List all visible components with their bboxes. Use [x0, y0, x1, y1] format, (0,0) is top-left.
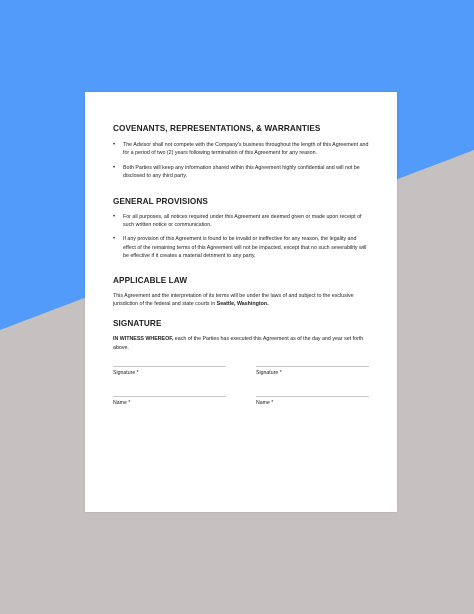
general-provisions-item-1: • For all purposes, all notices required under this Agreement are deemed given or made upon receipt of such written notice or communication. [113, 213, 369, 230]
signature-row [113, 366, 369, 407]
document-page [85, 92, 397, 512]
covenants-item-2: • Both Parties will keep any information shared within this Agreement highly confidential and will not be disclosed to any third party. [113, 164, 369, 181]
signature-block-right [256, 366, 369, 407]
signature-heading: SIGNATURE [113, 319, 162, 329]
applicable-law-heading: APPLICABLE LAW [113, 275, 188, 285]
document-content [113, 124, 369, 407]
signature-line-right[interactable] [256, 366, 369, 367]
applicable-law-location: Seattle, Washington. [216, 301, 269, 308]
signature-label-right: Signature * [256, 370, 282, 377]
signature-block-left [113, 366, 226, 407]
covenants-heading: COVENANTS, REPRESENTATIONS, & WARRANTIES [113, 124, 321, 133]
name-line-left[interactable] [113, 396, 226, 397]
general-provisions-heading: GENERAL PROVISIONS [113, 196, 208, 206]
name-line-right[interactable] [256, 396, 369, 397]
signature-line-left[interactable] [113, 366, 226, 367]
witness-bold: IN WITNESS WHEREOF, [113, 336, 174, 343]
name-label-left: Name * [113, 400, 131, 407]
witness-body: each of the Parties has executed this Agreement as of the day and year set forth above. [113, 336, 364, 351]
witness-text [113, 335, 369, 352]
name-label-right: Name * [256, 400, 274, 407]
signature-label-left: Signature * [113, 370, 139, 377]
covenants-list [113, 141, 369, 181]
applicable-law-text [113, 292, 369, 309]
applicable-law-body: This Agreement and the interpretation of its terms will be under the laws of and subject to the exclusive jurisdiction of the federal and state courts in [113, 292, 354, 308]
covenants-item-1: • The Advisor shall not compete with the Company's business throughout the length of this Agreement and for a period of two (2) years following termination of this Agreement for any reason. [113, 141, 369, 158]
general-provisions-item-2: • If any provision of this Agreement is found to be invalid or ineffective for any reason, the legality and effect of the remaining terms of this Agreement will not be impacted, except that no such severability will be effective if it creates a material detriment to any party. [113, 235, 369, 260]
general-provisions-list [113, 213, 369, 261]
